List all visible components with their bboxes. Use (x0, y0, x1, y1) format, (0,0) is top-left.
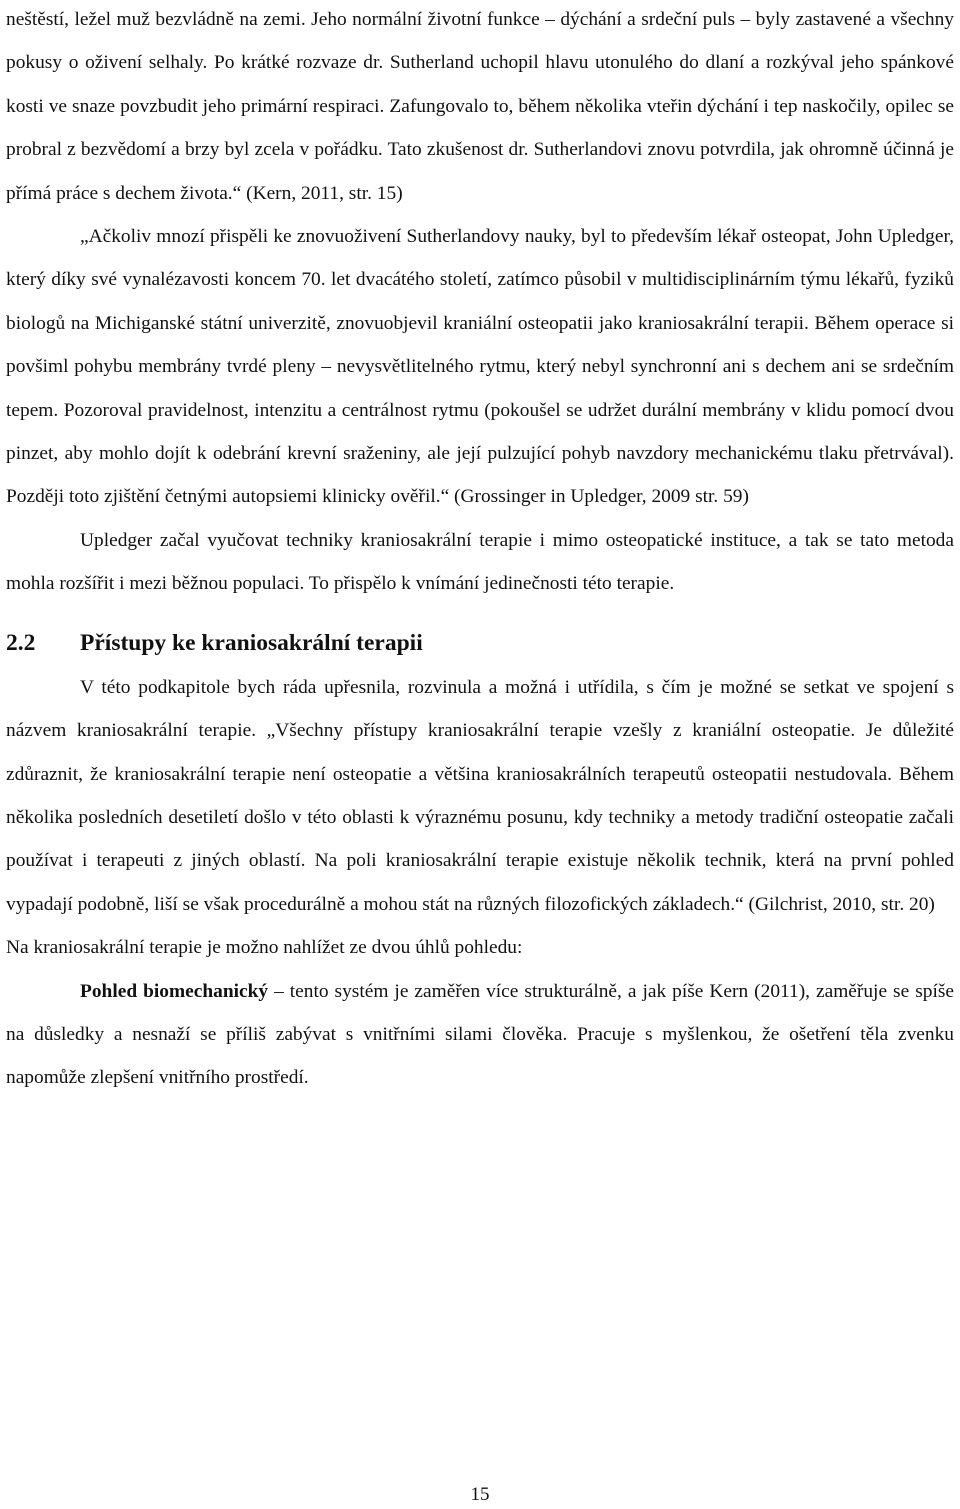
term-biomechanical: Pohled biomechanický (80, 980, 269, 1002)
paragraph-3: Upledger začal vyučovat techniky kraniosakrální terapie i mimo osteopatické instituce, a tak se tato metoda mohla rozšířit i mezi běžnou populaci. To přispělo k vnímání jedinečnosti této terapie. (6, 529, 954, 595)
paragraph-1: neštěstí, ležel muž bezvládně na zemi. Jeho normální životní funkce – dýchání a srdeční puls – byly zastavené a všechny pokusy o oživení selhaly. Po krátké rozvaze dr. Sutherland uchopil hlavu utonulého do dlaní a rozkýval jeho spánkové kosti ve snaze povzbudit jeho primární respiraci. Zafungovalo to, během několika vteřin dýchání i tep naskočily, opilec se probral z bezvědomí a brzy byl zcela v pořádku. Tato zkušenost dr. Sutherlandovi znovu potvrdila, jak ohromně účinná je přímá práce s dechem života.“ (Kern, 2011, str. 15) (6, 9, 954, 204)
paragraph-6 (6, 970, 954, 1100)
paragraph-2-quote: „Ačkoliv mnozí přispěli ke znovuoživení Sutherlandovy nauky, byl to především lékař osteopat, John Upledger, který díky své vynalézavosti koncem 70. let dvacátého století, zatímco působil v multidisciplinárním týmu lékařů, fyziků biologů na Michiganské státní univerzitě, znovuobjevil kraniální osteopatii jako kraniosakrální terapii. Během operace si povšiml pohybu membrány tvrdé pleny – nevysvětlitelného rytmu, který nebyl synchronní ani s dechem ani se srdečním tepem. Pozoroval pravidelnost, intenzitu a centrálnost rytmu (pokoušel se udržet durální membrány v klidu pomocí dvou pinzet, aby mohlo dojít k odebrání krevní sraženiny, ale její pulzující pohyb navzdory mechanickému tlaku přetrvával). Později toto zjištění četnými autopsiemi klinicky ověřil.“ (Grossinger in Upledger, 2009 str. 59) (6, 226, 954, 508)
section-heading (6, 621, 954, 666)
section-number: 2.2 (6, 629, 36, 656)
section-title: Přístupy ke kraniosakrální terapii (80, 629, 423, 656)
document-page (6, 0, 954, 1100)
page-number: 15 (470, 1484, 490, 1505)
paragraph-4: V této podkapitole bych ráda upřesnila, rozvinula a možná i utřídila, s čím je možné se setkat ve spojení s názvem kraniosakrální terapie. „Všechny přístupy kraniosakrální terapie vzešly z kraniální osteopatie. Je důležité zdůraznit, že kraniosakrální terapie není osteopatie a většina kraniosakrálních terapeutů osteopatii nestudovala. Během několika posledních desetiletí došlo v této oblasti k výraznému posunu, kdy techniky a metody tradiční osteopatie začali používat i terapeuti z jiných oblastí. Na poli kraniosakrální terapie existuje několik technik, která na první pohled vypadají podobně, liší se však procedurálně a mohou stát na různých filozofických základech.“ (Gilchrist, 2010, str. 20) (6, 676, 954, 915)
paragraph-6-text: – tento systém je zaměřen více strukturálně, a jak píše Kern (2011), zaměřuje se spíše na důsledky a nesnaží se příliš zabývat s vnitřními silami člověka. Pracuje s myšlenkou, že ošetření těla zvenku napomůže zlepšení vnitřního prostředí. (6, 980, 954, 1089)
paragraph-5: Na kraniosakrální terapie je možno nahlížet ze dvou úhlů pohledu: (6, 937, 523, 959)
